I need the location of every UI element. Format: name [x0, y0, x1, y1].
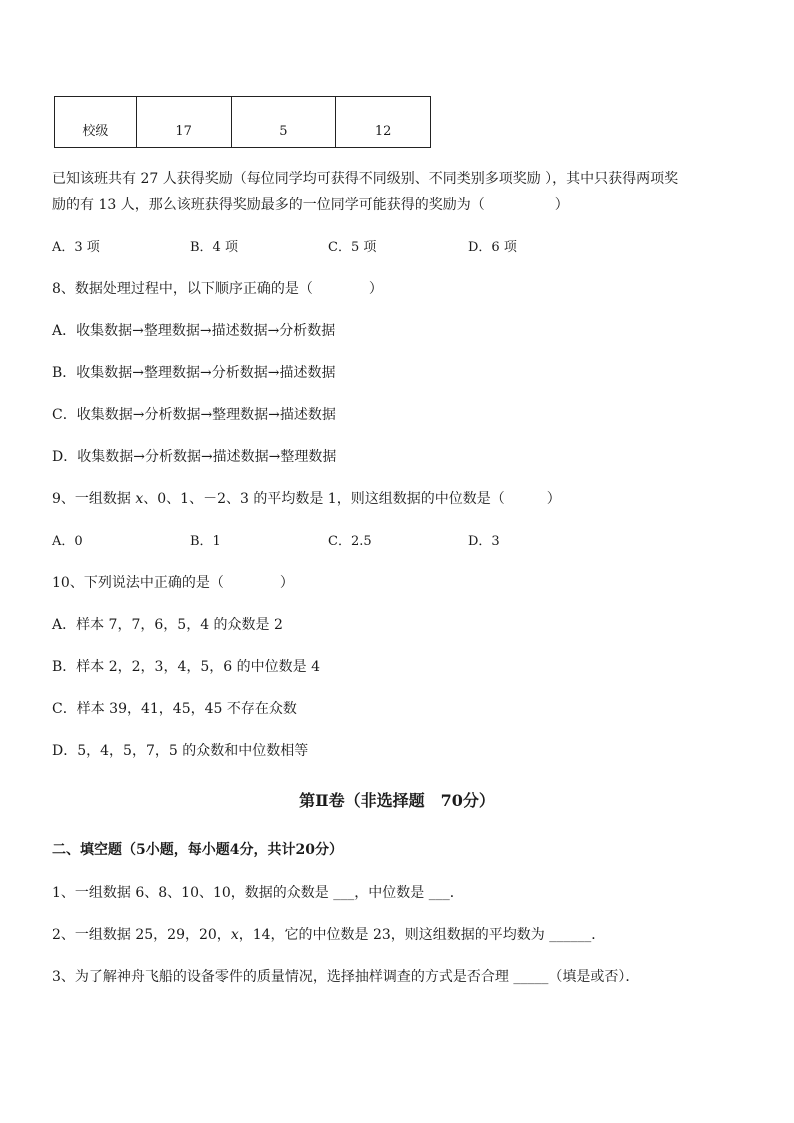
q10-option-c[interactable]: C．样本 39，41，45，45 不存在众数: [52, 701, 297, 717]
table-row: [55, 97, 431, 148]
q8-option-c[interactable]: C．收集数据→分析数据→整理数据→描述数据: [52, 407, 336, 423]
q7-option-a[interactable]: A．3 项: [52, 240, 100, 255]
q10-option-b[interactable]: B．样本 2，2，3，4，5，6 的中位数是 4: [52, 659, 320, 675]
fill-q2-a: 2、一组数据 25，29，20，: [52, 927, 231, 943]
q9-option-c[interactable]: C．2.5: [328, 534, 372, 549]
table-cell: 17: [136, 97, 231, 148]
q9-stem-a: 9、一组数据: [52, 491, 136, 507]
q10-option-a[interactable]: A．样本 7，7，6，5，4 的众数是 2: [52, 617, 283, 633]
part2-title: 第Ⅱ卷（非选择题 70分）: [299, 791, 495, 810]
q10-option-d[interactable]: D．5，4，5，7，5 的众数和中位数相等: [52, 743, 309, 759]
q9-option-a[interactable]: A．0: [52, 534, 83, 549]
q8-stem: 8、数据处理过程中，以下顺序正确的是（ ）: [52, 281, 383, 297]
fill-q2: [52, 925, 605, 945]
q7-options: [52, 238, 517, 258]
fill-q3: 3、为了解神舟飞船的设备零件的质量情况，选择抽样调查的方式是否合理 _____（填是或否）．: [52, 969, 640, 985]
q9-option-d[interactable]: D．3: [468, 534, 500, 549]
q9-options: [52, 532, 500, 552]
q7-option-d[interactable]: D．6 项: [468, 240, 517, 255]
table-cell: 5: [231, 97, 336, 148]
score-table: [54, 96, 431, 148]
q7-option-c[interactable]: C．5 项: [328, 240, 377, 255]
fill-q1: 1、一组数据 6、8、10、10，数据的众数是 ___，中位数是 ___．: [52, 885, 464, 901]
q7-stem-line2: 励的有 13 人，那么该班获得奖励最多的一位同学可能获得的奖励为（ ）: [52, 197, 569, 213]
table-cell: 校级: [55, 97, 137, 148]
q7-stem-line1: 已知该班共有 27 人获得奖励（每位同学均可获得不同级别、不同类别多项奖励 ），其中只获得两项奖: [52, 171, 679, 187]
fill-q2-b: ，14，它的中位数是 23，则这组数据的平均数为 ______．: [238, 927, 606, 943]
q9-stem: [52, 489, 561, 509]
q9-stem-b: 、0、1、－2、3 的平均数是 1，则这组数据的中位数是（ ）: [143, 491, 561, 507]
fill-q2-variable: x: [230, 927, 239, 943]
q10-stem: 10、下列说法中正确的是（ ）: [52, 575, 294, 591]
q9-option-b[interactable]: B．1: [190, 534, 221, 549]
q7-option-b[interactable]: B．4 项: [190, 240, 238, 255]
table-cell: 12: [336, 97, 431, 148]
q9-variable: x: [135, 491, 144, 507]
q8-option-d[interactable]: D．收集数据→分析数据→描述数据→整理数据: [52, 449, 337, 465]
q8-option-b[interactable]: B．收集数据→整理数据→分析数据→描述数据: [52, 365, 336, 381]
section2-title: 二、填空题（5小题，每小题4分，共计20分）: [52, 842, 343, 858]
q8-option-a[interactable]: A．收集数据→整理数据→描述数据→分析数据: [52, 323, 336, 339]
